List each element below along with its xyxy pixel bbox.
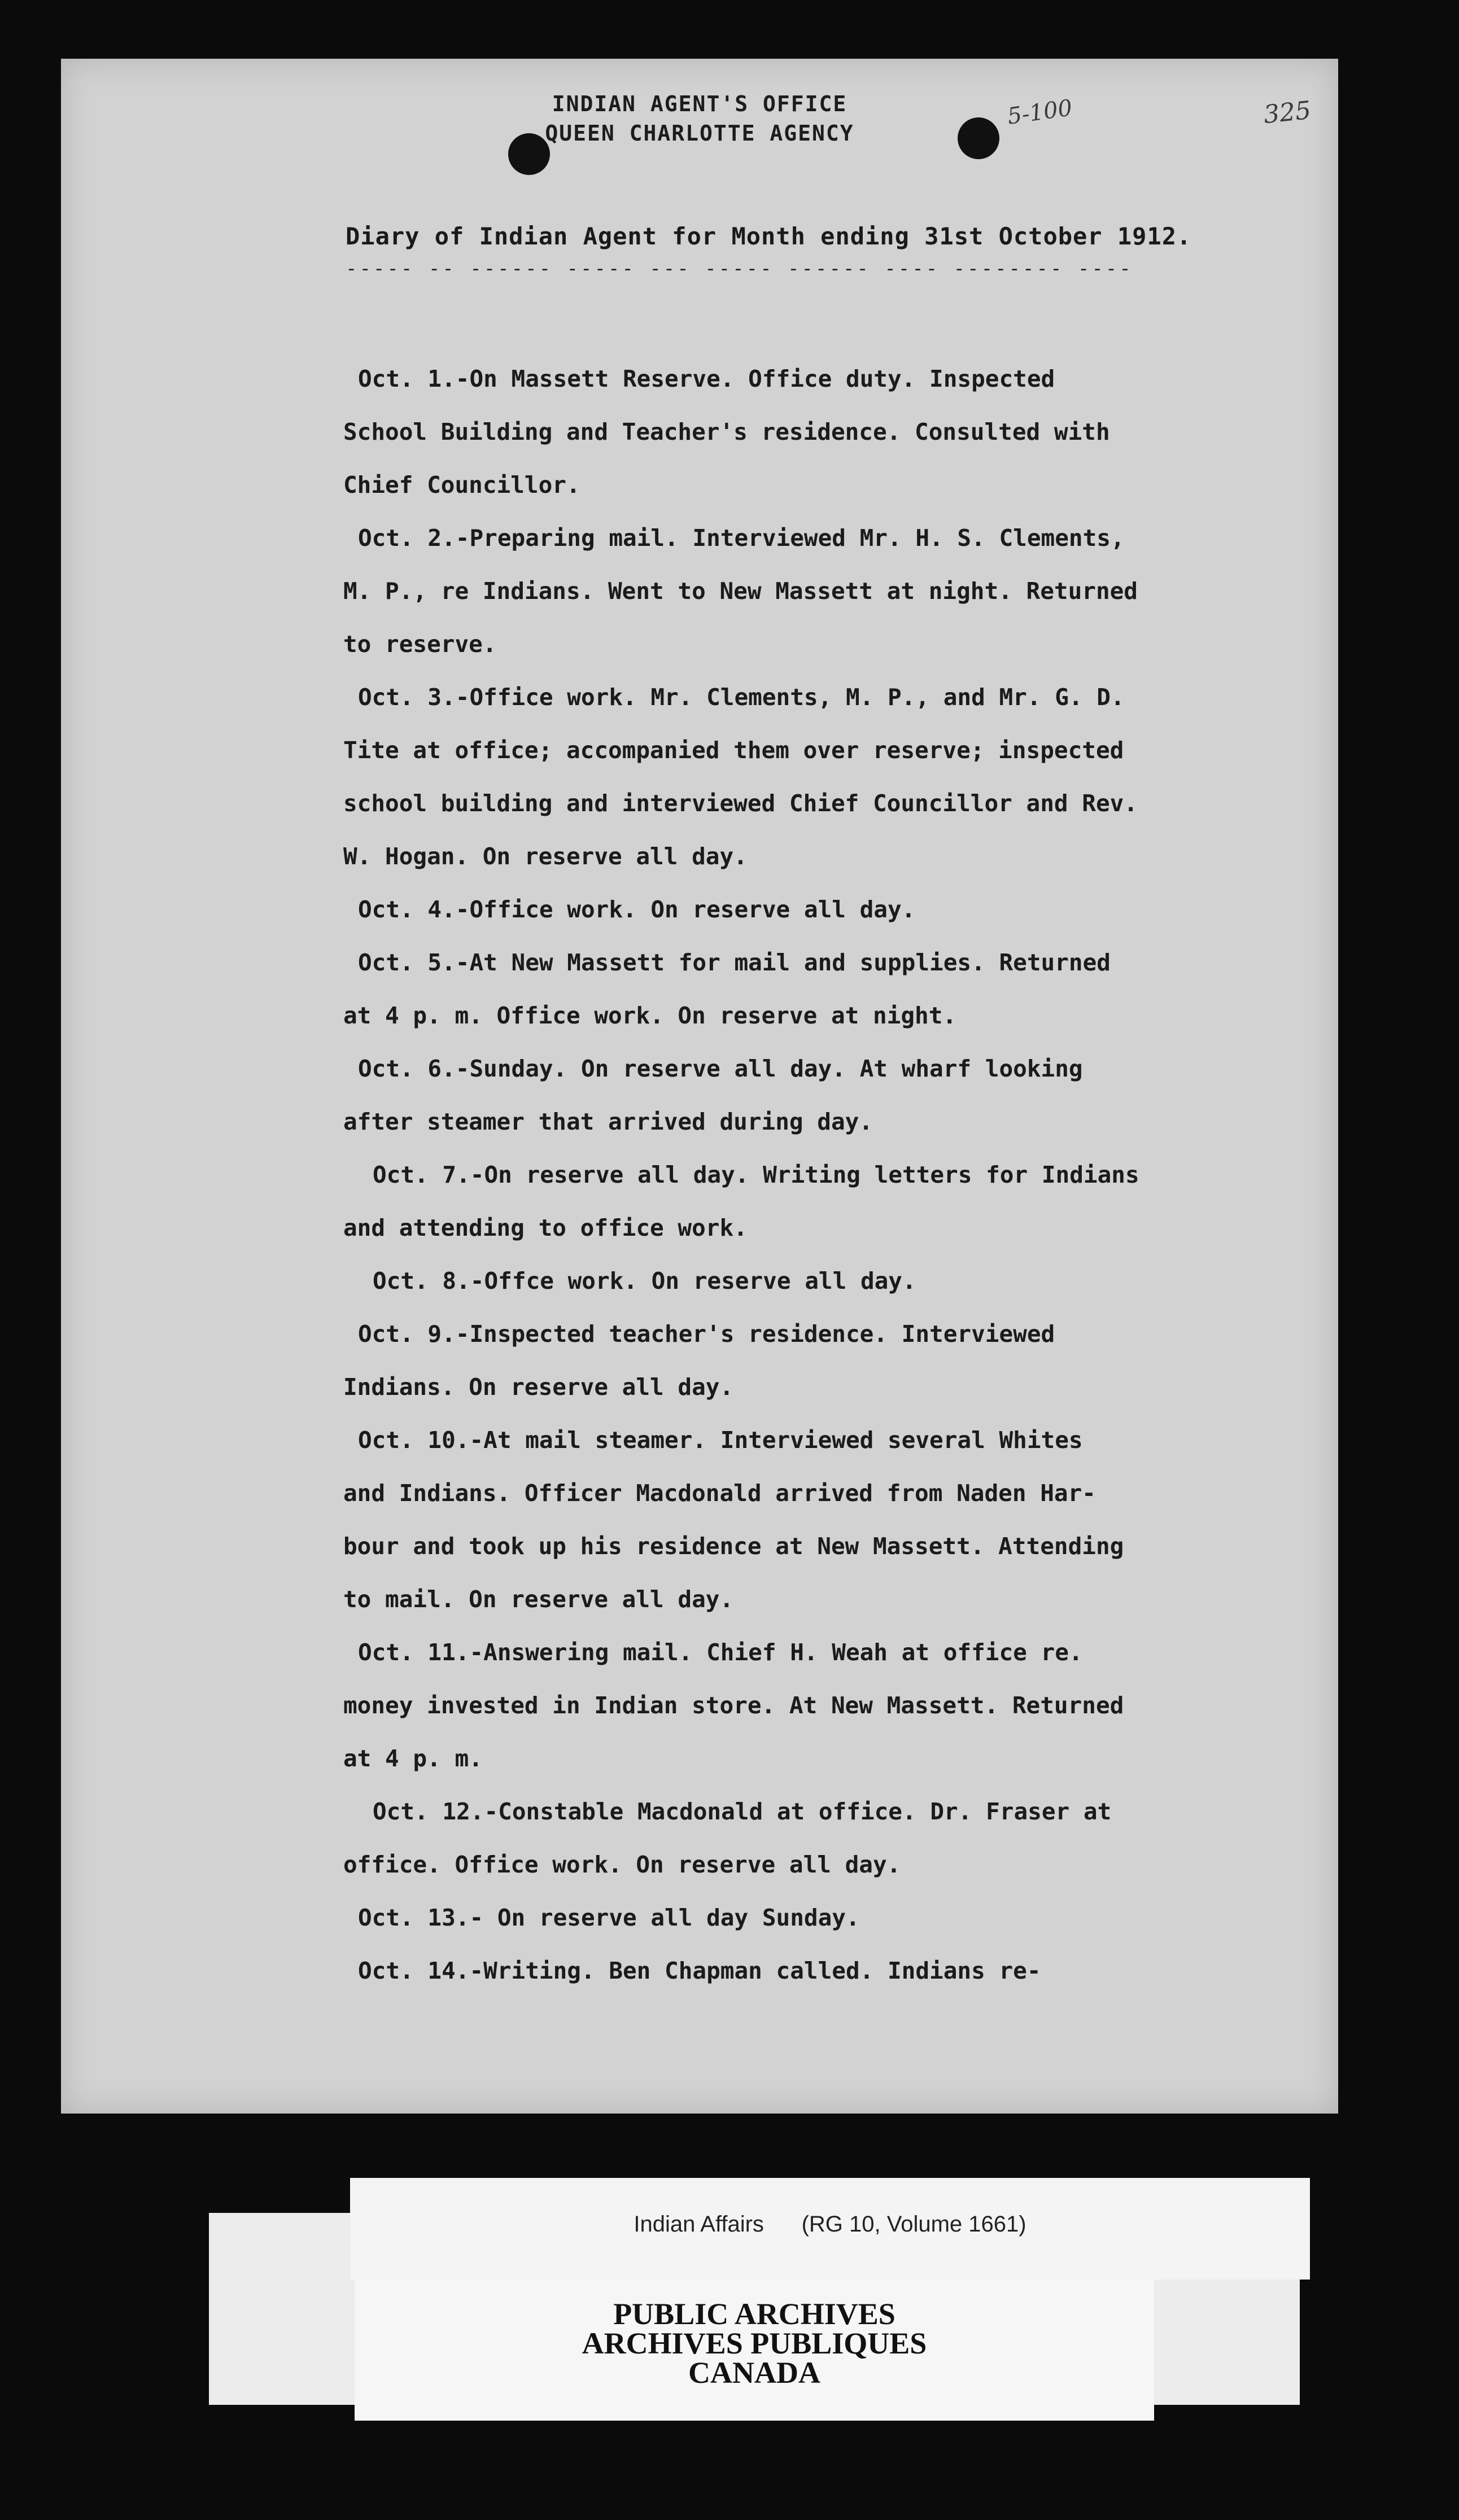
diary-line: W. Hogan. On reserve all day. [343,843,748,870]
diary-line: Oct. 3.-Office work. Mr. Clements, M. P., and Mr. G. D. [358,684,1125,711]
archive-collection-label [350,2178,1310,2280]
diary-line: Oct. 12.-Constable Macdonald at office. Dr. Fraser at [373,1798,1112,1825]
diary-line: Oct. 7.-On reserve all day. Writing letters for Indians [373,1161,1139,1188]
diary-line: Oct. 11.-Answering mail. Chief H. Weah at office re. [358,1639,1083,1666]
archive-name-en: PUBLIC ARCHIVES [613,2297,896,2331]
diary-line: school building and interviewed Chief Councillor and Rev. [343,790,1138,817]
diary-line: Oct. 2.-Preparing mail. Interviewed Mr. H. S. Clements, [358,524,1125,552]
office-header-line2: QUEEN CHARLOTTE AGENCY [545,121,854,146]
diary-line: money invested in Indian store. At New Massett. Returned [343,1692,1124,1719]
diary-line: to mail. On reserve all day. [343,1586,734,1613]
diary-line: Oct. 5.-At New Massett for mail and supplies. Returned [358,949,1111,976]
diary-line: Oct. 14.-Writing. Ben Chapman called. Indians re- [358,1957,1041,1984]
diary-line: Oct. 9.-Inspected teacher's residence. Interviewed [358,1320,1055,1348]
diary-line: office. Office work. On reserve all day. [343,1851,901,1878]
diary-line: School Building and Teacher's residence. Consulted with [343,418,1110,445]
diary-line: Tite at office; accompanied them over reserve; inspected [343,737,1124,764]
diary-line: Oct. 8.-Offce work. On reserve all day. [373,1267,916,1294]
diary-title: Diary of Indian Agent for Month ending 31st October 1912. [346,222,1192,250]
diary-line: to reserve. [343,631,497,658]
diary-line: Oct. 6.-Sunday. On reserve all day. At wharf looking [358,1055,1083,1082]
diary-line: Chief Councillor. [343,471,580,498]
page-number: 325 [1262,95,1313,130]
title-underline: ----- -- ------ ----- --- ----- ------ ---- -------- ---- [346,257,1133,280]
archive-name-fr: ARCHIVES PUBLIQUES [582,2326,927,2360]
diary-line: M. P., re Indians. Went to New Massett at night. Returned [343,578,1138,605]
diary-line: Indians. On reserve all day. [343,1373,734,1401]
diary-line: after steamer that arrived during day. [343,1108,873,1135]
diary-line: at 4 p. m. [343,1745,483,1772]
diary-line: Oct. 13.- On reserve all day Sunday. [358,1904,860,1931]
document-page [61,59,1338,2114]
diary-line: Oct. 1.-On Massett Reserve. Office duty. Inspected [358,365,1055,392]
diary-line: at 4 p. m. Office work. On reserve at night. [343,1002,957,1029]
diary-line: and Indians. Officer Macdonald arrived from Naden Har- [343,1480,1096,1507]
collection-reference: Indian Affairs (RG 10, Volume 1661) [634,2212,1026,2237]
diary-body [343,352,1337,1997]
office-header-line1: INDIAN AGENT'S OFFICE [552,91,848,116]
diary-line: Oct. 10.-At mail steamer. Interviewed several Whites [358,1427,1083,1454]
diary-line: bour and took up his residence at New Massett. Attending [343,1533,1124,1560]
diary-line: and attending to office work. [343,1214,748,1241]
handwritten-reference: 5-100 [1006,95,1074,130]
diary-line: Oct. 4.-Office work. On reserve all day. [358,896,916,923]
archive-country: CANADA [688,2356,820,2390]
